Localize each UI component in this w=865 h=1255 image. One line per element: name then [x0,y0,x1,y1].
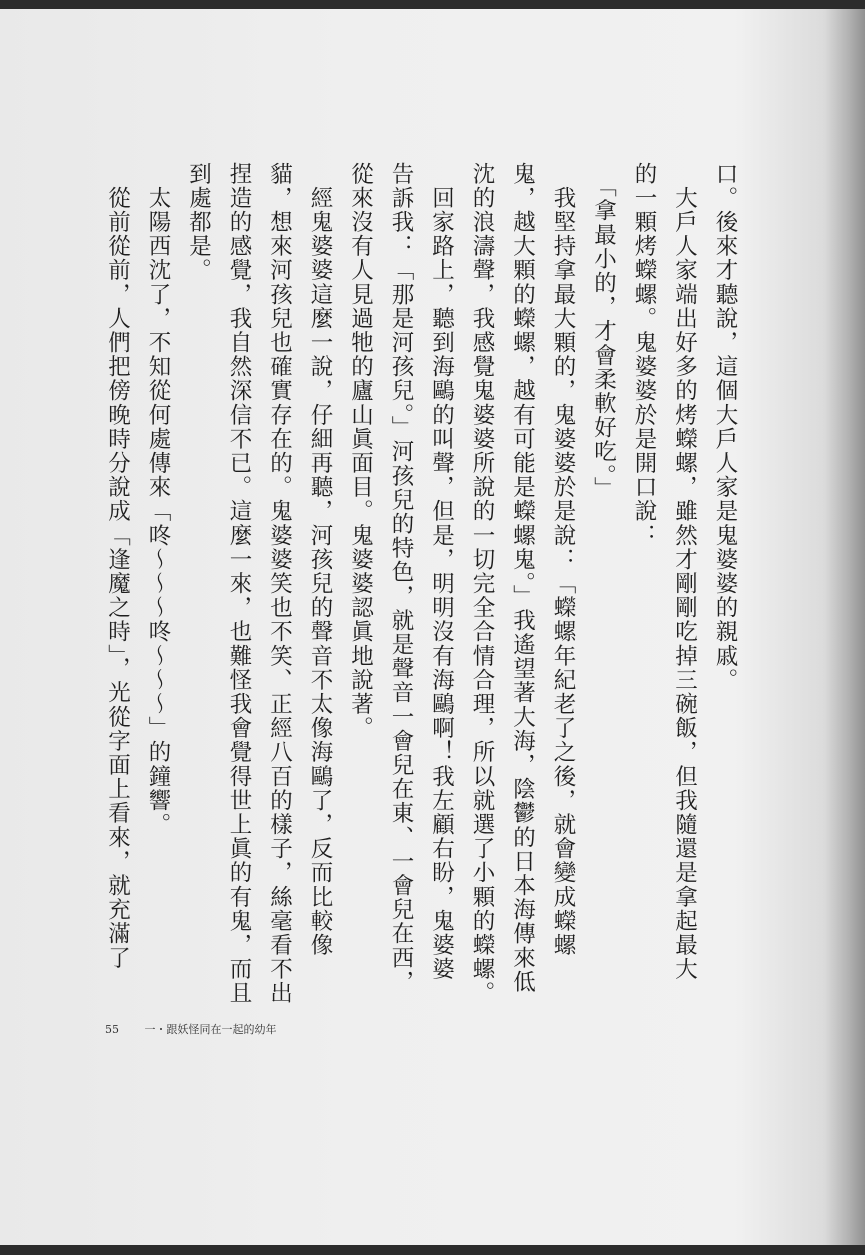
text-column: 太陽西沈了，不知從何處傳來「咚～～～咚～～～」的鐘響。 [145,162,171,837]
page-gutter-shadow [825,9,865,1245]
page-number: 55 [105,1023,119,1036]
text-column: 告訴我：「那是河孩兒。」河孩兒的特色，就是聲音一會兒在東、一會兒在西， [388,162,414,995]
text-column: 的一顆烤蠑螺。鬼婆婆於是開口說： [631,162,657,548]
page-footer [105,1021,277,1037]
text-column: 貓，想來河孩兒也確實存在的。鬼婆婆笑也不笑、正經八百的樣子，絲毫看不出 [266,162,293,1006]
text-column: 從來沒有人見過牠的廬山眞面目。鬼婆婆認眞地說著。 [347,162,374,741]
text-column: 捏造的感覺，我自然深信不已。這麼一來，也難怪我會覺得世上眞的有鬼，而且 [226,162,252,1006]
text-column: 沈的浪濤聲，我感覺鬼婆婆所說的一切完全合情合理，所以就選了小顆的蠑螺。 [469,162,495,1006]
text-column: 到處都是。 [185,162,212,283]
text-column: 口。後來才聽說，這個大戶人家是鬼婆婆的親戚。 [712,162,738,693]
text-column: 鬼，越大顆的蠑螺，越有可能是蠑螺鬼。」我遙望著大海，陰鬱的日本海傳來低 [509,162,536,995]
text-column: 從前從前，人們把傍晚時分說成「逢魔之時」，光從字面上看來，就充滿了 [104,162,131,971]
text-column: 大戶人家端出好多的烤蠑螺，雖然才剛剛吃掉三碗飯，但我隨還是拿起最大 [671,162,698,982]
text-column: 「拿最小的，才會柔軟好吃。」 [590,162,617,501]
scan-top-edge [0,0,865,9]
vertical-body-text [97,162,745,1006]
text-column: 經鬼婆婆這麼一說，仔細再聽，河孩兒的聲音不太像海鷗了，反而比較像 [307,162,333,958]
text-column: 我堅持拿最大顆的，鬼婆婆於是說：「蠑螺年紀老了之後，就會變成蠑螺 [550,162,576,958]
text-column: 回家路上，聽到海鷗的叫聲，但是，明明沒有海鷗啊！我左顧右盼，鬼婆婆 [428,162,455,982]
running-title: 一・跟妖怪同在一起的幼年 [144,1023,277,1036]
scan-bottom-edge [0,1245,865,1255]
